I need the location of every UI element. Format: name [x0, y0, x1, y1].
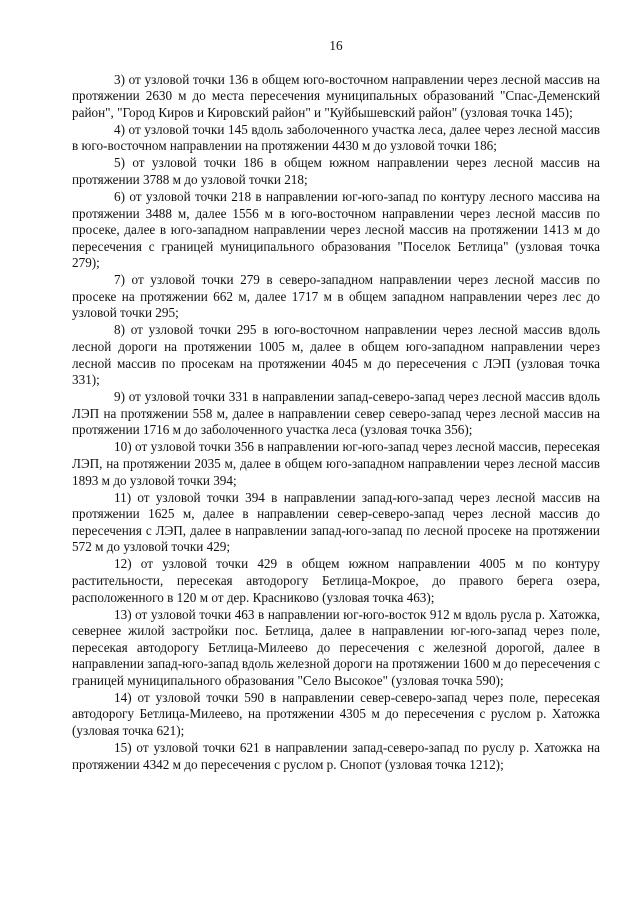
paragraph-12: 12) от узловой точки 429 в общем южном направлении 4005 м по контуру растительности, пересекая автодорогу Бетлица-Мокрое, до правого берега озера, расположенного в 120 м от дер. Красниково (узловая точка 463);	[72, 556, 600, 605]
paragraph-4: 4) от узловой точки 145 вдоль заболоченного участка леса, далее через лесной массив в юго-восточном направлении на протяжении 4430 м до узловой точки 186;	[72, 121, 600, 154]
paragraph-13: 13) от узловой точки 463 в направлении юг-юго-восток 912 м вдоль русла р. Хатожка, севернее жилой застройки пос. Бетлица, далее в направлении юг-юго-запад через поле, пересекая автодорогу Бетлица-Милеево до пересечения с железной дорогой, далее в направлении запад-юго-запад вдоль железной дороги на протяжении 1600 м до пересечения с границей муниципального образования "Село Высокое" (узловая точка 590);	[72, 606, 600, 688]
paragraph-5: 5) от узловой точки 186 в общем южном направлении через лесной массив на протяжении 3788 м до узловой точки 218;	[72, 155, 600, 187]
paragraph-15: 15) от узловой точки 621 в направлении запад-северо-запад по руслу р. Хатожка на протяжении 4342 м до пересечения с руслом р. Снопот (узловая точка 1212);	[72, 740, 600, 772]
paragraph-14: 14) от узловой точки 590 в направлении север-северо-запад через поле, пересекая автодорогу Бетлица-Милеево, на протяжении 4305 м до пересечения с руслом р. Хатожка (узловая точка 621);	[72, 689, 600, 739]
paragraph-3: 3) от узловой точки 136 в общем юго-восточном направлении через лесной массив на протяжении 2630 м до места пересечения муниципальных образований "Спас-Деменский район", "Город Киров и Кировский район" и "Куйбышевский район" (узловая точка 145);	[72, 71, 600, 120]
paragraph-6: 6) от узловой точки 218 в направлении юг-юго-запад по контуру лесного массива на протяжении 3488 м, далее 1556 м в юго-восточном направлении через лесной массив по просеке, далее в юго-западном направлении через лесной массив на протяжении 1413 м до пересечения с границей муниципального образования "Поселок Бетлица" (узловая точка 279);	[72, 188, 600, 271]
page-number: 16	[329, 38, 343, 53]
paragraph-8: 8) от узловой точки 295 в юго-восточном направлении через лесной массив вдоль лесной дороги на протяжении 1005 м, далее в общем юго-западном направлении через лесной массив по просекам на протяжении 4045 м до пересечения с ЛЭП (узловая точка 331);	[72, 322, 600, 388]
paragraph-10: 10) от узловой точки 356 в направлении юг-юго-запад через лесной массив, пересекая ЛЭП, на протяжении 2035 м, далее в общем юго-западном направлении через лесной массив 1893 м до узловой точки 394;	[72, 439, 600, 488]
paragraph-9: 9) от узловой точки 331 в направлении запад-северо-запад через лесной массив вдоль ЛЭП на протяжении 558 м, далее в направлении север северо-запад через лесной массив на протяжении 1716 м до заболоченного участка леса (узловая точка 356);	[72, 389, 600, 438]
paragraph-7: 7) от узловой точки 279 в северо-западном направлении через лесной массив по просеке на протяжении 662 м, далее 1717 м в общем западном направлении через лес до узловой точки 295;	[72, 272, 600, 321]
paragraph-11: 11) от узловой точки 394 в направлении запад-юго-запад через лесной массив на протяжении 1625 м, далее в направлении север-северо-запад через лесной массив до пересечения с ЛЭП, далее в направлении запад-юго-запад по лесной просеке на протяжении 572 м до узловой точки 429;	[72, 489, 600, 555]
